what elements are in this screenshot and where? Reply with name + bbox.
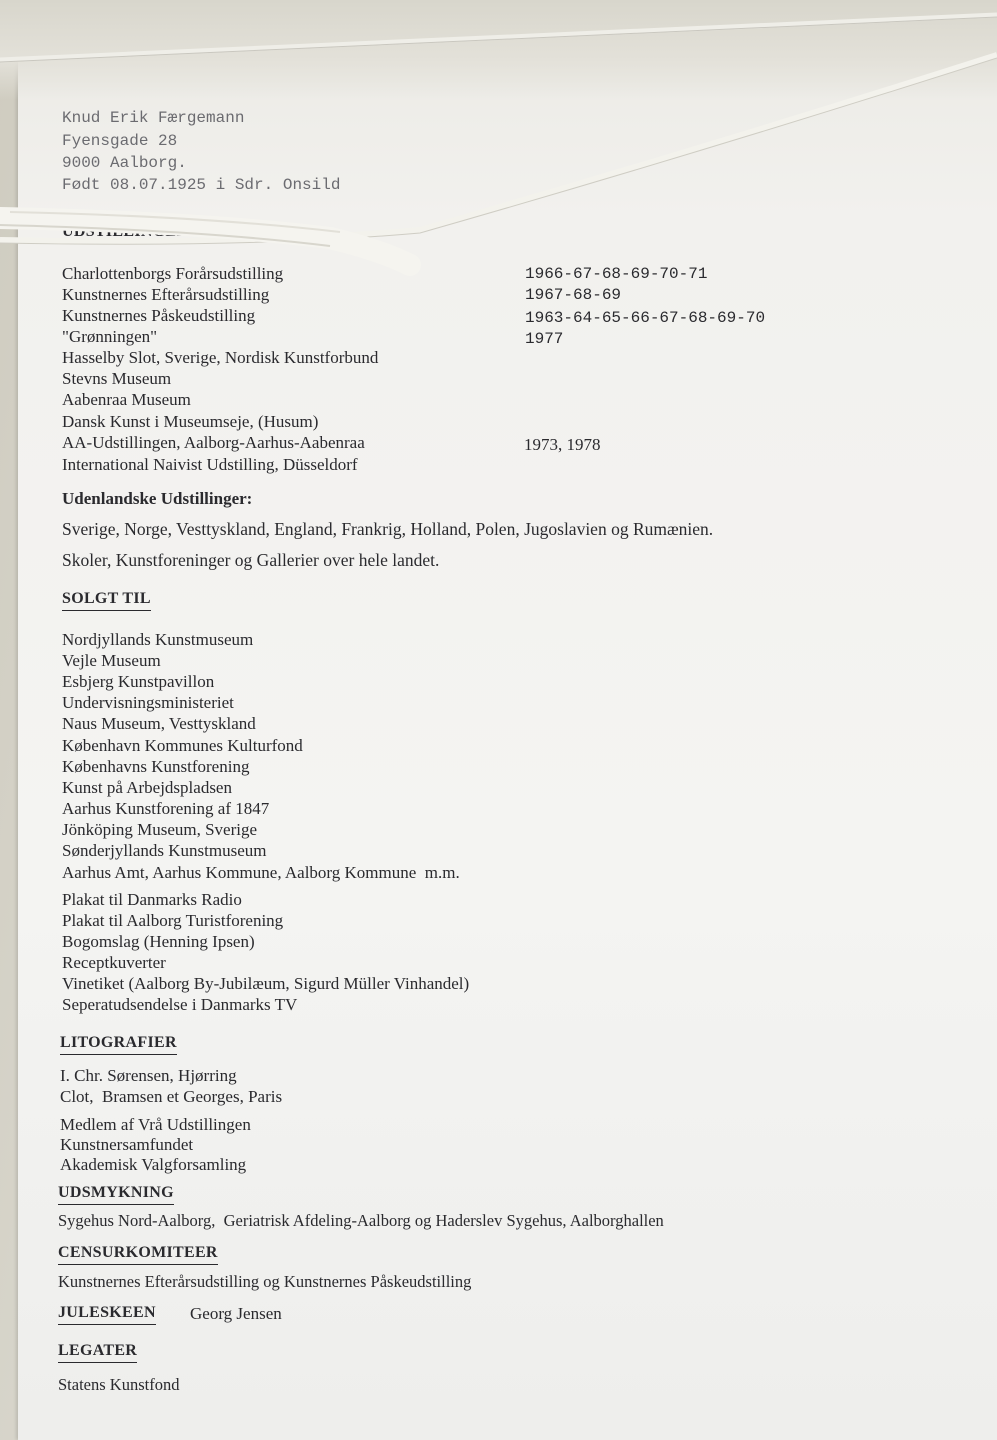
foreign-schools: Skoler, Kunstforeninger og Gallerier over hele landet. xyxy=(62,550,440,570)
membership-item: Akademisk Valgforsamling xyxy=(60,1155,247,1174)
foreign-heading: Udenlandske Udstillinger: xyxy=(62,489,253,508)
sold-extra-item: Bogomslag (Henning Ipsen) xyxy=(62,932,255,951)
exhibition-name: Aabenraa Museum xyxy=(62,390,191,409)
sold-extra-item: Receptkuverter xyxy=(62,953,166,972)
grants-text: Statens Kunstfond xyxy=(58,1375,180,1394)
julesken-text: Georg Jensen xyxy=(190,1304,282,1323)
exhibitions-heading: UDSTILLINGER xyxy=(62,222,188,244)
exhibition-name: AA-Udstillingen, Aalborg-Aarhus-Aabenraa xyxy=(62,433,365,452)
lithograph-item: Clot, Bramsen et Georges, Paris xyxy=(60,1087,283,1106)
julesken-heading: JULESKEEN xyxy=(58,1303,156,1325)
membership-item: Kunstnersamfundet xyxy=(60,1135,194,1154)
paper-top-shadow xyxy=(0,0,997,100)
sold-item: Kunst på Arbejdspladsen xyxy=(62,778,232,797)
artist-name: Knud Erik Færgemann xyxy=(62,109,245,127)
address-street: Fyensgade 28 xyxy=(62,132,178,150)
foreign-countries: Sverige, Norge, Vesttyskland, England, Frankrig, Holland, Polen, Jugoslavien og Rumænien. xyxy=(62,519,714,539)
exhibition-name: "Grønningen" xyxy=(62,327,158,346)
exhibition-name: Hasselby Slot, Sverige, Nordisk Kunstforbund xyxy=(62,348,379,367)
sold-item: Jönköping Museum, Sverige xyxy=(62,820,258,839)
sold-item: Aarhus Kunstforening af 1847 xyxy=(62,799,270,818)
sold-item: Undervisningsministeriet xyxy=(62,693,234,712)
sold-item: Aarhus Amt, Aarhus Kommune, Aalborg Kommune m.m. xyxy=(62,863,460,882)
sold-item: Københavns Kunstforening xyxy=(62,757,250,776)
sold-item: København Kommunes Kulturfond xyxy=(62,736,303,755)
sold-item: Naus Museum, Vesttyskland xyxy=(62,714,256,733)
sold-extra-item: Vinetiket (Aalborg By-Jubilæum, Sigurd Müller Vinhandel) xyxy=(62,974,470,993)
exhibition-name: Charlottenborgs Forårsudstilling xyxy=(62,264,284,283)
exhibition-years: 1967-68-69 xyxy=(525,286,622,304)
sold-extra-item: Seperatudsendelse i Danmarks TV xyxy=(62,995,298,1014)
exhibition-years: 1973, 1978 xyxy=(524,435,601,454)
censor-text: Kunstnernes Efterårsudstilling og Kunstnernes Påskeudstilling xyxy=(58,1272,472,1291)
sold-item: Esbjerg Kunstpavillon xyxy=(62,672,215,691)
membership-item: Medlem af Vrå Udstillingen xyxy=(60,1115,251,1134)
censor-heading: CENSURKOMITEER xyxy=(58,1243,218,1265)
exhibition-name: Kunstnernes Påskeudstilling xyxy=(62,306,256,325)
exhibition-name: Kunstnernes Efterårsudstilling xyxy=(62,285,270,304)
exhibition-years: 1966-67-68-69-70-71 xyxy=(525,265,708,283)
exhibition-name: International Naivist Udstilling, Düsseldorf xyxy=(62,455,358,474)
sold-heading: SOLGT TIL xyxy=(62,589,151,611)
exhibition-years: 1963-64-65-66-67-68-69-70 xyxy=(525,309,766,327)
exhibition-name: Dansk Kunst i Museumseje, (Husum) xyxy=(62,412,319,431)
sold-extra-item: Plakat til Aalborg Turistforening xyxy=(62,911,284,930)
sold-item: Nordjyllands Kunstmuseum xyxy=(62,630,254,649)
exhibition-name: Stevns Museum xyxy=(62,369,172,388)
sold-extra-item: Plakat til Danmarks Radio xyxy=(62,890,242,909)
decoration-text: Sygehus Nord-Aalborg, Geriatrisk Afdeling-Aalborg og Haderslev Sygehus, Aalborghallen xyxy=(58,1211,664,1230)
sold-item: Sønderjyllands Kunstmuseum xyxy=(62,841,267,860)
address-city: 9000 Aalborg. xyxy=(62,154,187,172)
lithographs-heading: LITOGRAFIER xyxy=(60,1033,177,1055)
grants-heading: LEGATER xyxy=(58,1341,137,1363)
exhibition-years: 1977 xyxy=(525,330,564,348)
sold-item: Vejle Museum xyxy=(62,651,161,670)
birth-line: Født 08.07.1925 i Sdr. Onsild xyxy=(62,176,341,194)
decoration-heading: UDSMYKNING xyxy=(58,1183,174,1205)
lithograph-item: I. Chr. Sørensen, Hjørring xyxy=(60,1066,237,1085)
